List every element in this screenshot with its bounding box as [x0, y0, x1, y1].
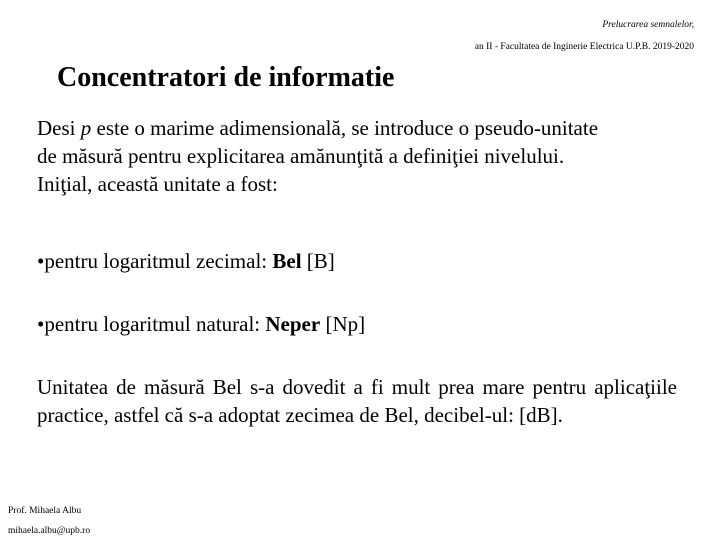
intro-text: de măsură pentru explicitarea amănunţită a definiţiei nivelului.: [37, 144, 565, 168]
unit-name: Bel: [272, 249, 302, 273]
bullet-item-bel: [37, 247, 677, 275]
bullet-text: pentru logaritmul zecimal:: [44, 249, 273, 273]
author-email: mihaela.albu@upb.ro: [8, 526, 91, 536]
unit-symbol: [Np]: [325, 312, 366, 336]
author-name: Prof. Mihaela Albu: [8, 506, 82, 516]
unit-symbol: [B]: [306, 249, 335, 273]
unit-name: Neper: [265, 312, 321, 336]
slide-header: [475, 14, 694, 58]
variable-p: p: [80, 116, 92, 140]
bullet-marker: •: [37, 312, 45, 336]
intro-text: este o marime adimensională, se introduce o pseudo-unitate: [91, 116, 599, 140]
conclusion-paragraph: Unitatea de măsură Bel s-a dovedit a fi mult prea mare pentru aplicaţiile practice, astfel că s-a adoptat zecimea de Bel, decibel-ul: [dB].: [37, 375, 677, 427]
course-name: Prelucrarea semnalelor,: [602, 20, 694, 30]
slide-footer: [8, 501, 90, 541]
bullet-text: pentru logaritmul natural:: [44, 312, 266, 336]
bullet-item-neper: [37, 310, 677, 338]
slide-content: [37, 114, 677, 429]
faculty-info: an II - Facultatea de Inginerie Electrica U.P.B. 2019-2020: [474, 42, 694, 52]
intro-paragraph: [37, 114, 677, 198]
intro-text: Iniţial, această unitate a fost:: [37, 172, 278, 196]
bullet-marker: •: [37, 249, 45, 273]
slide-title: Concentratori de informatie: [57, 62, 395, 93]
intro-text: Desi: [37, 116, 81, 140]
